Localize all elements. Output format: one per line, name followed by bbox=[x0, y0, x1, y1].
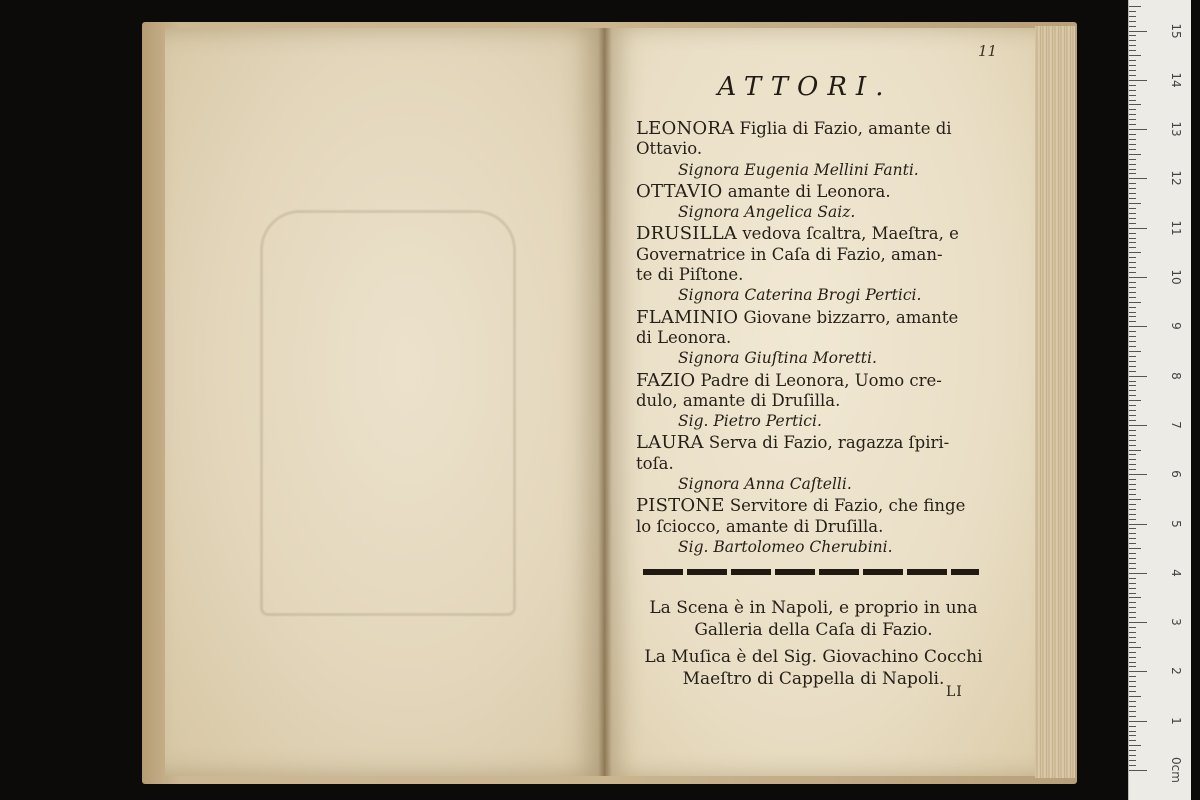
ruler-tick bbox=[1129, 193, 1136, 194]
ruler-tick bbox=[1129, 40, 1136, 41]
ruler-tick bbox=[1129, 627, 1136, 628]
ruler-number: 1 bbox=[1169, 716, 1183, 725]
ruler-tick bbox=[1129, 154, 1141, 155]
ruler-tick bbox=[1129, 735, 1136, 736]
page-edges bbox=[1035, 26, 1075, 778]
ruler-tick bbox=[1129, 149, 1136, 150]
ruler-tick bbox=[1129, 528, 1136, 529]
ruler-number: 6 bbox=[1169, 470, 1183, 478]
show-through-frame bbox=[260, 210, 516, 616]
performer-name: Signora Giuſtina Moretti. bbox=[678, 349, 877, 368]
ruler-tick bbox=[1129, 90, 1136, 91]
ruler-tick bbox=[1129, 198, 1136, 199]
scene-line: La Scena è in Napoli, e proprio in una bbox=[649, 598, 978, 618]
entry-first-line bbox=[636, 433, 981, 453]
ruler-tick bbox=[1129, 307, 1136, 308]
ruler-tick bbox=[1129, 366, 1136, 367]
ruler-tick bbox=[1129, 95, 1136, 96]
ruler-tick bbox=[1129, 676, 1136, 677]
page-title: ATTORI. bbox=[717, 72, 893, 102]
ruler-tick bbox=[1129, 553, 1136, 554]
ruler-tick bbox=[1129, 376, 1147, 377]
ruler-tick bbox=[1129, 16, 1136, 17]
ruler-tick bbox=[1129, 716, 1136, 717]
ruler-tick bbox=[1129, 706, 1136, 707]
ruler-tick bbox=[1129, 242, 1136, 243]
role-description: Serva di Fazio, ragazza ſpiri- bbox=[703, 433, 950, 453]
ruler-tick bbox=[1129, 524, 1147, 525]
ruler-tick bbox=[1129, 159, 1136, 160]
ruler-tick bbox=[1129, 479, 1136, 480]
ruler-tick bbox=[1129, 31, 1147, 32]
ruler-tick bbox=[1129, 519, 1136, 520]
ruler-tick bbox=[1129, 257, 1136, 258]
ruler-tick bbox=[1129, 104, 1141, 105]
ruler-tick bbox=[1129, 642, 1136, 643]
ruler-tick bbox=[1129, 538, 1136, 539]
ruler-tick bbox=[1129, 454, 1136, 455]
ruler-tick bbox=[1129, 341, 1136, 342]
ruler-number: 2 bbox=[1169, 667, 1183, 676]
role-name: FAZIO bbox=[636, 369, 696, 391]
ruler-tick bbox=[1129, 617, 1136, 618]
ruler-tick bbox=[1129, 755, 1136, 756]
performer-name: Signora Angelica Saiz. bbox=[678, 203, 856, 222]
ruler-tick bbox=[1129, 474, 1147, 475]
ruler-tick bbox=[1129, 203, 1141, 204]
ruler-tick bbox=[1129, 371, 1136, 372]
entry-first-line bbox=[636, 119, 981, 139]
role-name: FLAMINIO bbox=[636, 306, 739, 328]
ruler-tick bbox=[1129, 188, 1136, 189]
ruler-tick bbox=[1129, 272, 1136, 273]
ruler-tick bbox=[1129, 504, 1136, 505]
entry-first-line bbox=[636, 371, 981, 391]
ruler-tick bbox=[1129, 144, 1136, 145]
performer-name: Sig. Bartolomeo Cherubini. bbox=[678, 537, 893, 556]
ruler-tick bbox=[1129, 750, 1136, 751]
performer-name: Signora Caterina Brogi Pertici. bbox=[678, 286, 922, 305]
folio-number: 11 bbox=[978, 42, 998, 60]
ruler-number: 9 bbox=[1169, 322, 1183, 331]
ruler-tick bbox=[1129, 607, 1136, 608]
ruler-tick bbox=[1129, 593, 1136, 594]
ruler-tick bbox=[1129, 459, 1136, 460]
ruler-number: 8 bbox=[1169, 371, 1183, 380]
cast-list bbox=[636, 119, 981, 559]
ruler-tick bbox=[1129, 109, 1136, 110]
role-description-continued: Governatrice in Caſa di Fazio, aman- bbox=[636, 244, 943, 264]
book-gutter bbox=[598, 28, 612, 776]
ruler-tick bbox=[1129, 390, 1136, 391]
ruler-tick bbox=[1129, 701, 1136, 702]
role-description-continued: di Leonora. bbox=[636, 327, 732, 347]
ruler-tick bbox=[1129, 509, 1136, 510]
ruler-tick bbox=[1129, 228, 1147, 229]
role-description-continued: te di Piſtone. bbox=[636, 265, 744, 285]
scene-line: Galleria della Caſa di Fazio. bbox=[694, 620, 933, 640]
ruler-tick bbox=[1129, 602, 1136, 603]
ruler-tick bbox=[1129, 681, 1136, 682]
ruler-tick bbox=[1129, 35, 1136, 36]
ruler-tick bbox=[1129, 169, 1136, 170]
ruler-tick bbox=[1129, 691, 1136, 692]
ruler-tick bbox=[1129, 632, 1136, 633]
ruler-number: 4 bbox=[1169, 568, 1183, 577]
ruler-tick bbox=[1129, 637, 1136, 638]
ornamental-rule bbox=[643, 569, 979, 575]
ruler-tick bbox=[1129, 612, 1136, 613]
ruler-tick bbox=[1129, 445, 1136, 446]
scene-note bbox=[636, 597, 991, 641]
ruler-tick bbox=[1129, 326, 1147, 327]
ruler-tick bbox=[1129, 588, 1136, 589]
ruler-tick bbox=[1129, 770, 1147, 771]
ruler-tick bbox=[1129, 499, 1141, 500]
ruler-tick bbox=[1129, 267, 1136, 268]
signature-mark: LI bbox=[946, 684, 963, 700]
ruler-tick bbox=[1129, 213, 1136, 214]
ruler-tick bbox=[1129, 282, 1136, 283]
ruler-tick bbox=[1129, 563, 1136, 564]
ruler-tick bbox=[1129, 356, 1136, 357]
ruler-tick bbox=[1129, 134, 1136, 135]
ruler-tick bbox=[1129, 75, 1136, 76]
ruler-tick bbox=[1129, 494, 1136, 495]
ruler-tick bbox=[1129, 208, 1136, 209]
ruler-tick bbox=[1129, 312, 1136, 313]
ruler-tick bbox=[1129, 346, 1136, 347]
ruler-tick bbox=[1129, 247, 1136, 248]
ruler-tick bbox=[1129, 21, 1136, 22]
role-name: DRUSILLA bbox=[636, 223, 738, 245]
ruler-tick bbox=[1129, 223, 1136, 224]
ruler-tick bbox=[1129, 652, 1136, 653]
show-through-title-page bbox=[220, 150, 550, 610]
role-name: OTTAVIO bbox=[636, 180, 723, 202]
ruler-tick bbox=[1129, 405, 1136, 406]
ruler-tick bbox=[1129, 45, 1136, 46]
ruler-tick bbox=[1129, 336, 1136, 337]
ruler-tick bbox=[1129, 385, 1136, 386]
ruler-number: 5 bbox=[1169, 519, 1183, 528]
ruler-tick bbox=[1129, 287, 1136, 288]
music-note bbox=[636, 646, 991, 690]
ruler-tick bbox=[1129, 277, 1147, 278]
ruler-tick bbox=[1129, 425, 1147, 426]
ruler-tick bbox=[1129, 760, 1136, 761]
ruler-tick bbox=[1129, 696, 1141, 697]
entry-first-line bbox=[636, 182, 981, 202]
ruler-tick bbox=[1129, 420, 1136, 421]
ruler-tick bbox=[1129, 400, 1141, 401]
role-name: LAURA bbox=[636, 432, 704, 454]
ruler-tick bbox=[1129, 321, 1136, 322]
ruler-tick bbox=[1129, 440, 1136, 441]
role-description: amante di Leonora. bbox=[722, 181, 891, 201]
ruler-number: 3 bbox=[1169, 618, 1183, 626]
role-name: LEONORA bbox=[636, 118, 735, 139]
ruler-tick bbox=[1129, 666, 1136, 667]
ruler-tick bbox=[1129, 381, 1136, 382]
entry-first-line bbox=[636, 308, 981, 328]
ruler-tick bbox=[1129, 164, 1136, 165]
role-description-continued: lo ſciocco, amante di Druſilla. bbox=[636, 516, 884, 536]
ruler-tick bbox=[1129, 361, 1136, 362]
entry-first-line bbox=[636, 496, 981, 516]
ruler-tick bbox=[1129, 430, 1136, 431]
role-description: Padre di Leonora, Uomo cre- bbox=[695, 370, 942, 390]
ruler-tick bbox=[1129, 6, 1141, 7]
ruler-number: 11 bbox=[1169, 220, 1183, 236]
ruler-tick bbox=[1129, 238, 1136, 239]
performer-name: Signora Eugenia Mellini Fanti. bbox=[678, 160, 919, 179]
ruler-number: 10 bbox=[1169, 269, 1183, 285]
ruler-tick bbox=[1129, 85, 1136, 86]
ruler-tick bbox=[1129, 711, 1136, 712]
ruler-tick bbox=[1129, 60, 1136, 61]
ruler-tick bbox=[1129, 568, 1136, 569]
role-description-continued: toſa. bbox=[636, 453, 674, 473]
ruler-tick bbox=[1129, 50, 1136, 51]
ruler-tick bbox=[1129, 11, 1136, 12]
ruler-tick bbox=[1129, 435, 1136, 436]
ruler-tick bbox=[1129, 262, 1136, 263]
ruler-tick bbox=[1129, 469, 1136, 470]
performer-name: Sig. Pietro Pertici. bbox=[678, 412, 822, 431]
ruler-tick bbox=[1129, 450, 1141, 451]
role-description: Giovane bizzarro, amante bbox=[738, 307, 959, 327]
ruler-tick bbox=[1129, 297, 1136, 298]
ruler-tick bbox=[1129, 100, 1136, 101]
ruler-tick bbox=[1129, 721, 1147, 722]
ruler-tick bbox=[1129, 26, 1136, 27]
ruler-tick bbox=[1129, 489, 1136, 490]
ruler-tick bbox=[1129, 657, 1136, 658]
ruler-tick bbox=[1129, 351, 1141, 352]
ruler-tick bbox=[1129, 395, 1136, 396]
ruler-tick bbox=[1129, 662, 1136, 663]
ruler-tick bbox=[1129, 331, 1136, 332]
ruler-tick bbox=[1129, 583, 1136, 584]
role-description: vedova ſcaltra, Maeſtra, e bbox=[737, 224, 959, 244]
ruler-tick bbox=[1129, 558, 1136, 559]
ruler-tick bbox=[1129, 292, 1136, 293]
ruler-number: 14 bbox=[1169, 72, 1183, 88]
ruler-tick bbox=[1129, 410, 1136, 411]
ruler-tick bbox=[1129, 129, 1147, 130]
role-description: Figlia di Fazio, amante di bbox=[734, 119, 952, 138]
ruler-tick bbox=[1129, 302, 1141, 303]
ruler-tick bbox=[1129, 731, 1136, 732]
ruler-number: 7 bbox=[1169, 421, 1183, 429]
ruler-tick bbox=[1129, 514, 1136, 515]
ruler-tick bbox=[1129, 765, 1136, 766]
ruler-number: 0cm bbox=[1169, 757, 1183, 783]
ruler-tick bbox=[1129, 173, 1136, 174]
ruler-tick bbox=[1129, 55, 1141, 56]
ruler-tick bbox=[1129, 543, 1136, 544]
performer-name: Signora Anna Caſtelli. bbox=[678, 475, 852, 494]
music-line: Maeſtro di Cappella di Napoli. bbox=[682, 669, 945, 689]
ruler-tick bbox=[1129, 114, 1136, 115]
ruler-tick bbox=[1129, 70, 1136, 71]
ruler-tick bbox=[1129, 183, 1136, 184]
music-line: La Muſica è del Sig. Giovachino Cocchi bbox=[644, 647, 983, 667]
ruler-tick bbox=[1129, 647, 1141, 648]
ruler-tick bbox=[1129, 124, 1136, 125]
ruler-tick bbox=[1129, 484, 1136, 485]
ruler-tick bbox=[1129, 671, 1147, 672]
ruler-tick bbox=[1129, 65, 1136, 66]
role-description-continued: Ottavio. bbox=[636, 139, 703, 159]
role-description-continued: dulo, amante di Druſilla. bbox=[636, 390, 841, 410]
ruler-tick bbox=[1129, 686, 1136, 687]
ruler-tick bbox=[1129, 464, 1136, 465]
ruler-tick bbox=[1129, 573, 1147, 574]
ruler-tick bbox=[1129, 597, 1141, 598]
role-name: PISTONE bbox=[636, 495, 725, 517]
ruler-tick bbox=[1129, 178, 1147, 179]
ruler-tick bbox=[1129, 119, 1136, 120]
ruler-number: 13 bbox=[1169, 121, 1183, 137]
ruler-tick bbox=[1129, 726, 1136, 727]
ruler-number: 12 bbox=[1169, 170, 1183, 187]
ruler-tick bbox=[1129, 80, 1147, 81]
ruler-tick bbox=[1129, 218, 1136, 219]
ruler-tick bbox=[1129, 622, 1147, 623]
ruler-tick bbox=[1129, 415, 1136, 416]
ruler-tick bbox=[1129, 548, 1141, 549]
entry-first-line bbox=[636, 224, 981, 244]
ruler-tick bbox=[1129, 578, 1136, 579]
ruler-tick bbox=[1129, 139, 1136, 140]
ruler-tick bbox=[1129, 533, 1136, 534]
ruler-tick bbox=[1129, 740, 1136, 741]
ruler-tick bbox=[1129, 316, 1136, 317]
role-description: Servitore di Fazio, che finge bbox=[724, 496, 966, 516]
ruler-number: 15 bbox=[1169, 22, 1183, 39]
ruler-tick bbox=[1129, 233, 1136, 234]
ruler-tick bbox=[1129, 745, 1141, 746]
ruler-tick bbox=[1129, 252, 1141, 253]
